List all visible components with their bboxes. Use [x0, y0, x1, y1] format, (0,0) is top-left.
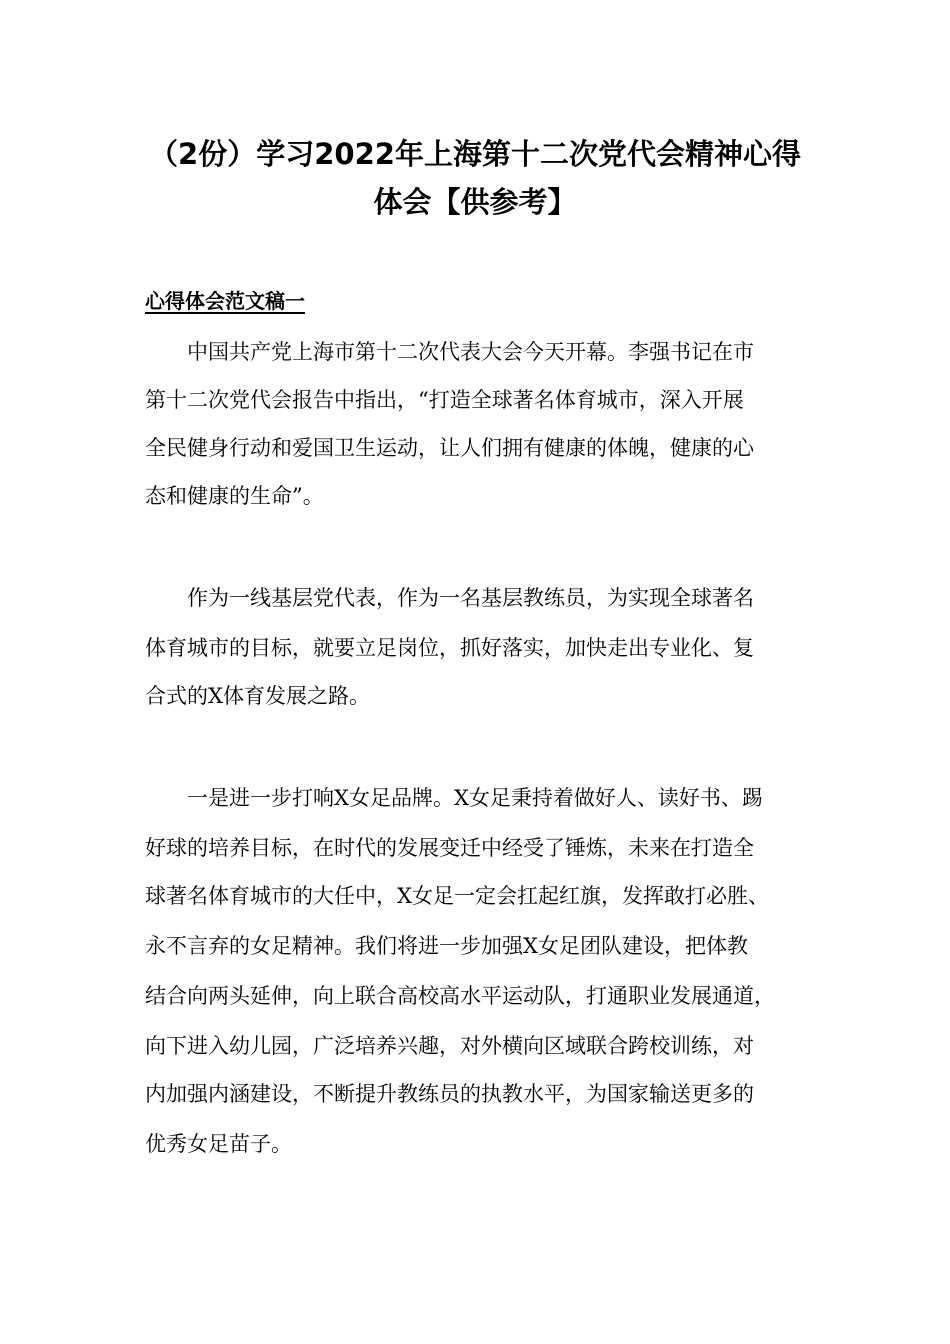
paragraph-3-line-4: 永不言弃的女足精神。我们将进一步加强X女足团队建设，把体教 [145, 934, 748, 958]
document-title-line-1: （2份）学习2022年上海第十二次党代会精神心得 [149, 137, 801, 171]
paragraph-1-line-1: 中国共产党上海市第十二次代表大会今天开幕。李强书记在市 [145, 340, 754, 364]
paragraph-2-line-2: 体育城市的目标，就要立足岗位，抓好落实，加快走出专业化、复 [145, 636, 754, 660]
paragraph-3-line-2: 好球的培养目标，在时代的发展变迁中经受了锤炼，未来在打造全 [145, 836, 754, 860]
paragraph-2-line-1: 作为一线基层党代表，作为一名基层教练员，为实现全球著名 [145, 586, 754, 610]
paragraph-3-line-6: 向下进入幼儿园，广泛培养兴趣，对外横向区域联合跨校训练，对 [145, 1034, 754, 1058]
document-title-line-2: 体会【供参考】 [373, 185, 577, 219]
section-heading: 心得体会范文稿一 [145, 289, 305, 313]
paragraph-3-line-3: 球著名体育城市的大任中，X女足一定会扛起红旗，发挥敢打必胜、 [145, 884, 769, 908]
paragraph-3-line-8: 优秀女足苗子。 [145, 1132, 292, 1156]
paragraph-1-line-2: 第十二次党代会报告中指出，“打造全球著名体育城市，深入开展 [145, 388, 744, 412]
paragraph-1-line-4: 态和健康的生命”。 [145, 484, 324, 508]
paragraph-3-line-7: 内加强内涵建设，不断提升教练员的执教水平，为国家输送更多的 [145, 1082, 754, 1106]
paragraph-3-line-1: 一是进一步打响X女足品牌。X女足秉持着做好人、读好书、踢 [145, 786, 763, 810]
paragraph-3-line-5: 结合向两头延伸，向上联合高校高水平运动队，打通职业发展通道， [145, 984, 775, 1008]
paragraph-2-line-3: 合式的X体育发展之路。 [145, 684, 370, 708]
paragraph-1-line-3: 全民健身行动和爱国卫生运动，让人们拥有健康的体魄，健康的心 [145, 436, 754, 460]
